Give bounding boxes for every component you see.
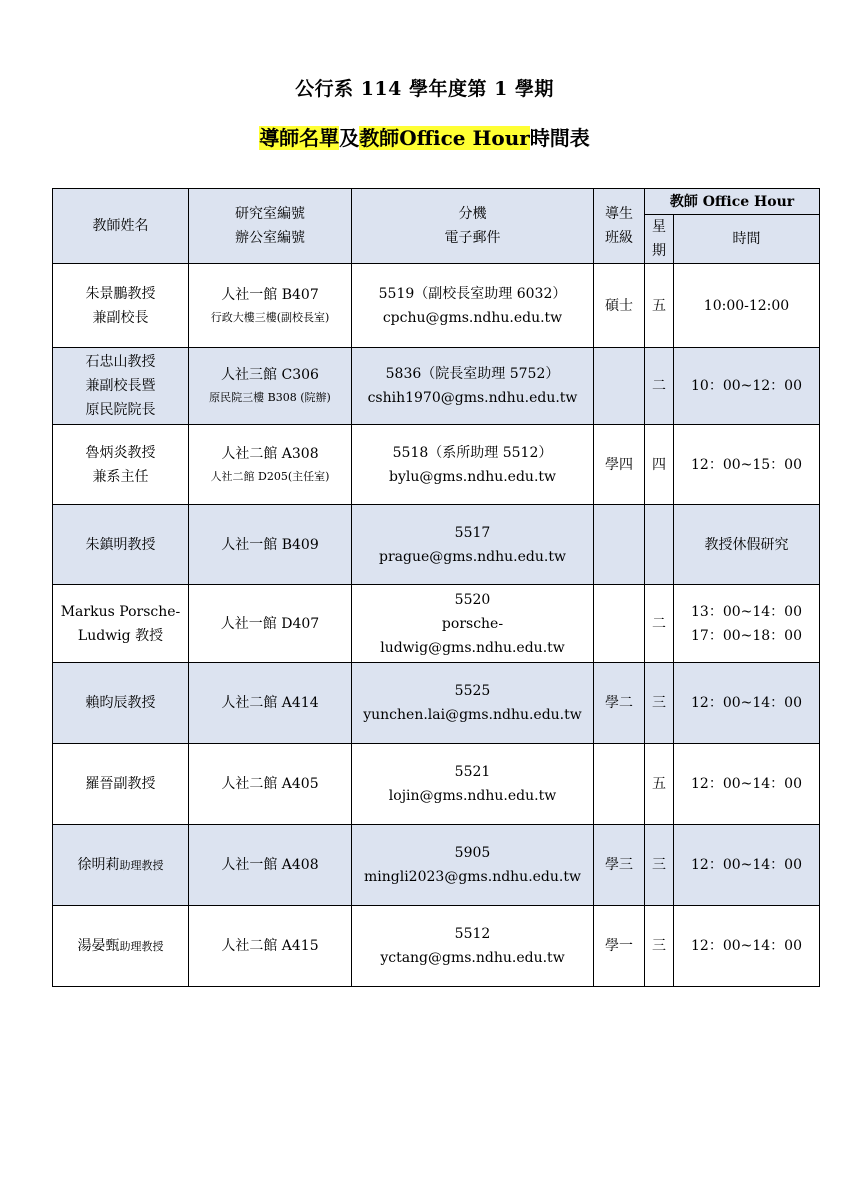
weekday: 四: [645, 425, 674, 505]
weekday: 三: [645, 663, 674, 744]
weekday: [645, 505, 674, 585]
weekday: 五: [645, 264, 674, 348]
header-extension-email: 分機 電子郵件: [352, 189, 594, 264]
office-hour-time: 10:00-12:00: [674, 264, 820, 348]
extension-email: 5518（系所助理 5512） bylu@gms.ndhu.edu.tw: [352, 425, 594, 505]
teacher-name: 朱景鵬教授 兼副校長: [53, 264, 189, 348]
extension-email: 5519（副校長室助理 6032） cpchu@gms.ndhu.edu.tw: [352, 264, 594, 348]
room-number: 人社一館 B407 行政大樓三樓(副校長室): [189, 264, 352, 348]
room-number: 人社一館 D407: [189, 585, 352, 663]
office-hour-table: [52, 188, 820, 987]
table-row: [53, 906, 820, 987]
table-row: [53, 264, 820, 348]
weekday: 二: [645, 348, 674, 425]
header-name: 教師姓名: [53, 189, 189, 264]
office-hour-time: 12：00~14：00: [674, 825, 820, 906]
document-subtitle: [0, 122, 849, 151]
extension-email: 5520 porsche- ludwig@gms.ndhu.edu.tw: [352, 585, 594, 663]
subtitle-teacher: 教師: [359, 126, 400, 150]
weekday: 三: [645, 825, 674, 906]
teacher-name: 賴昀辰教授: [53, 663, 189, 744]
subtitle-office-hour: Office Hour: [399, 126, 530, 150]
extension-email: 5836（院長室助理 5752） cshih1970@gms.ndhu.edu.tw: [352, 348, 594, 425]
office-hour-time: 12：00~14：00: [674, 663, 820, 744]
table-row: [53, 425, 820, 505]
teacher-name: 朱鎮明教授: [53, 505, 189, 585]
table-row: [53, 825, 820, 906]
office-hour-time: 10：00~12：00: [674, 348, 820, 425]
teacher-name: 魯炳炎教授 兼系主任: [53, 425, 189, 505]
table-row: [53, 663, 820, 744]
advisor-class: 碩士: [594, 264, 645, 348]
advisor-class: [594, 505, 645, 585]
teacher-name: 湯晏甄助理教授: [53, 906, 189, 987]
room-number: 人社一館 B409: [189, 505, 352, 585]
office-hour-time: 12：00~15：00: [674, 425, 820, 505]
teacher-name: 羅晉副教授: [53, 744, 189, 825]
teacher-name: 徐明莉助理教授: [53, 825, 189, 906]
table-row: [53, 505, 820, 585]
header-office-hour: 教師 Office Hour: [645, 189, 820, 215]
advisor-class: 學二: [594, 663, 645, 744]
header-room: 研究室編號 辦公室編號: [189, 189, 352, 264]
room-number: 人社二館 A415: [189, 906, 352, 987]
table-row: [53, 585, 820, 663]
room-number: 人社二館 A308 人社二館 D205(主任室): [189, 425, 352, 505]
extension-email: 5521 lojin@gms.ndhu.edu.tw: [352, 744, 594, 825]
extension-email: 5525 yunchen.lai@gms.ndhu.edu.tw: [352, 663, 594, 744]
teacher-name: 石忠山教授 兼副校長暨 原民院院長: [53, 348, 189, 425]
advisor-class: 學四: [594, 425, 645, 505]
office-hour-time: 教授休假研究: [674, 505, 820, 585]
advisor-class: [594, 348, 645, 425]
advisor-class: 學一: [594, 906, 645, 987]
advisor-class: [594, 744, 645, 825]
table-row: [53, 744, 820, 825]
room-number: 人社三館 C306 原民院三樓 B308 (院辦): [189, 348, 352, 425]
header-day: 星 期: [645, 215, 674, 264]
advisor-class: 學三: [594, 825, 645, 906]
teacher-name: Markus Porsche- Ludwig 教授: [53, 585, 189, 663]
office-hour-time: 12：00~14：00: [674, 906, 820, 987]
office-hour-time: 12：00~14：00: [674, 744, 820, 825]
weekday: 五: [645, 744, 674, 825]
weekday: 二: [645, 585, 674, 663]
weekday: 三: [645, 906, 674, 987]
room-number: 人社二館 A405: [189, 744, 352, 825]
subtitle-schedule: 時間表: [529, 126, 590, 150]
room-number: 人社二館 A414: [189, 663, 352, 744]
subtitle-advisor-list: 導師名單: [259, 126, 340, 150]
header-time: 時間: [674, 215, 820, 264]
advisor-class: [594, 585, 645, 663]
room-number: 人社一館 A408: [189, 825, 352, 906]
document-title: 公行系 114 學年度第 1 學期: [295, 78, 554, 100]
table-row: [53, 348, 820, 425]
extension-email: 5512 yctang@gms.ndhu.edu.tw: [352, 906, 594, 987]
subtitle-and: 及: [339, 126, 360, 150]
extension-email: 5905 mingli2023@gms.ndhu.edu.tw: [352, 825, 594, 906]
header-advisor-class: 導生 班級: [594, 189, 645, 264]
extension-email: 5517 prague@gms.ndhu.edu.tw: [352, 505, 594, 585]
office-hour-time: 13：00~14：00 17：00~18：00: [674, 585, 820, 663]
